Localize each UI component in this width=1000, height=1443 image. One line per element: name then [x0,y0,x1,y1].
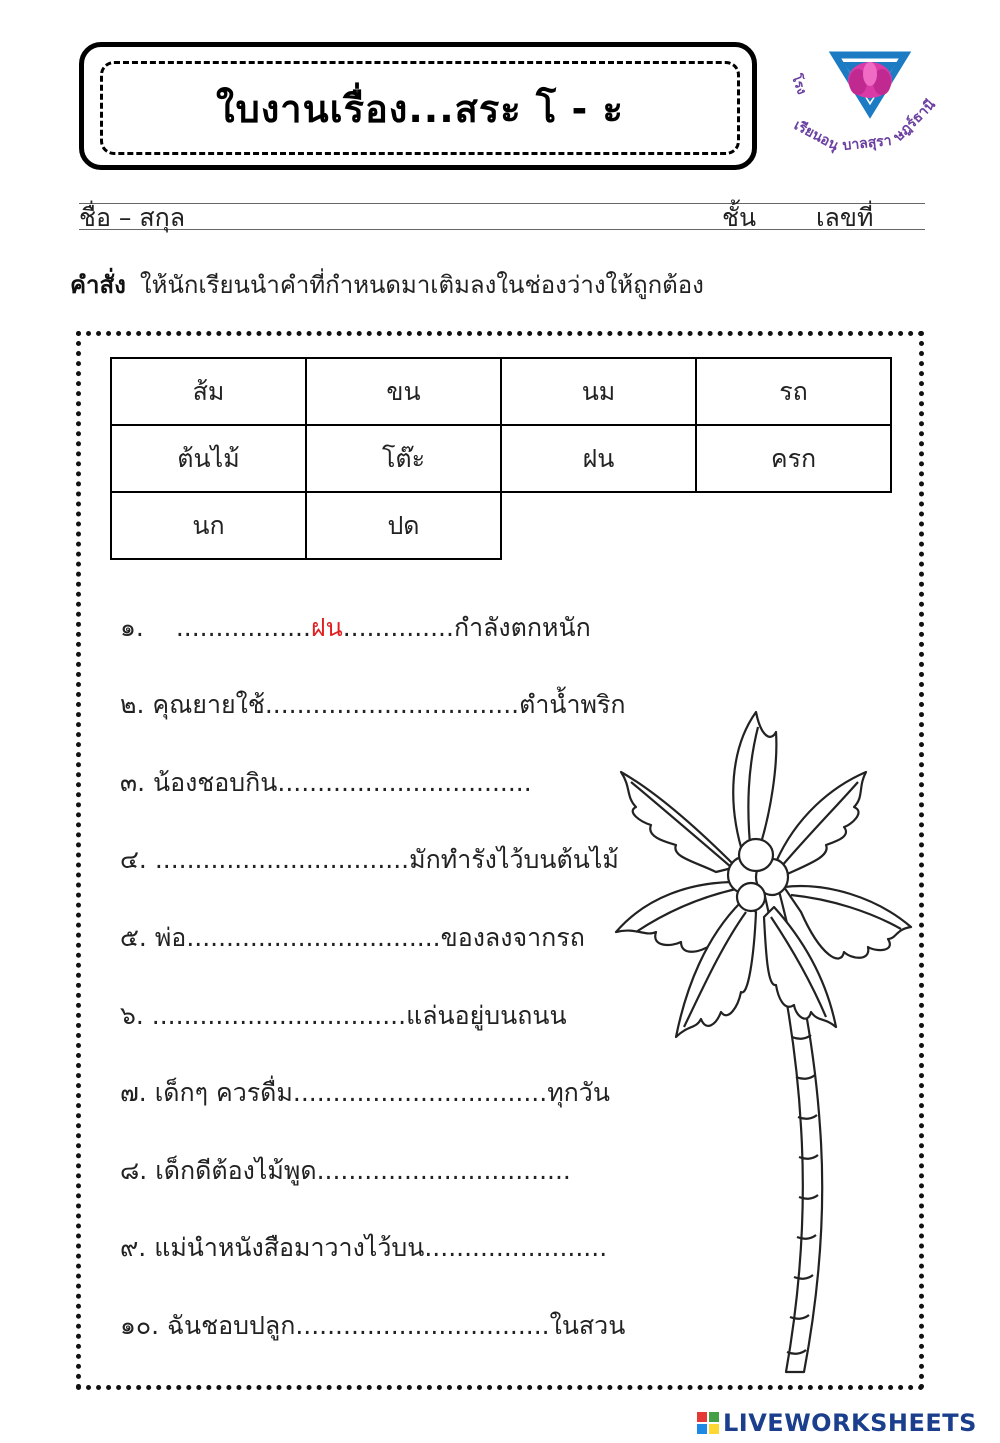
svg-text:บาลสุรา: บาลสุรา [841,132,893,154]
sentence-9 [120,1228,607,1268]
sentence-number: ๒. [120,690,145,719]
instruction [70,265,704,304]
sentence-6 [120,996,567,1036]
word-cell[interactable]: นก [111,492,306,559]
instruction-text: ให้นักเรียนนำคำที่กำหนดมาเติมลงในช่องว่างให้ถูกต้อง [139,271,704,299]
sentence-text[interactable]: ................................แล่นอยู่บนถนน [151,1001,567,1030]
school-logo [783,50,943,160]
sentence-number: ๕. [120,923,147,952]
empty-cell [696,492,891,559]
sentence-5 [120,918,585,958]
svg-text:โรง: โรง [787,72,809,97]
word-bank-table [110,357,892,560]
sentence-2 [120,685,626,725]
sentence-3 [120,763,532,803]
sentence-text[interactable]: พ่อ................................ของลงจากรถ [154,923,585,952]
sentence-number: ๖. [120,1001,144,1030]
header-line-bottom [79,229,925,230]
word-cell[interactable]: รถ [696,358,891,425]
class-label: ชั้น [722,203,757,232]
number-label: เลขที่ [816,203,874,232]
svg-text:ษฎร์ธานี: ษฎร์ธานี [890,96,939,145]
sentence-text[interactable]: แม่นำหนังสือมาวางไว้บน....................... [154,1233,608,1262]
title-box [79,42,757,170]
sentence-10 [120,1306,625,1346]
sentence-number: ๘. [120,1156,148,1185]
word-cell[interactable]: ฝน [501,425,696,492]
empty-cell [501,492,696,559]
word-bank-row [111,492,891,559]
name-row [79,196,925,234]
sentence-text[interactable]: ฉันชอบปลูก................................ในสวน [167,1311,626,1340]
sentence-text[interactable]: ................................มักทำรังไว้บนต้นไม้ [154,845,619,874]
sentence-text[interactable]: เด็กๆ ควรดื่ม................................ทุกวัน [154,1078,610,1107]
sentence-text[interactable]: เด็กดีต้องไม้พูด................................ [155,1156,571,1185]
sentence-text[interactable]: คุณยายใช้................................ตำน้ำพริก [152,690,626,719]
instruction-label: คำสั่ง [70,271,126,299]
sentence-8 [120,1151,571,1191]
word-cell[interactable]: ครก [696,425,891,492]
svg-text:เรียนอนุ: เรียนอนุ [791,117,842,155]
word-cell[interactable]: ขน [306,358,501,425]
sentence-text-after: ..............กำลังตกหนัก [342,613,591,642]
sentence-number: ๔. [120,845,147,874]
word-cell[interactable]: ส้ม [111,358,306,425]
title-inner-box [100,61,740,155]
watermark-text: LIVEWORKSHEETS [723,1409,977,1437]
worksheet-title: ใบงานเรื่อง...สระ โ - ะ [216,86,624,131]
sentence-number: ๑. [120,613,144,642]
word-bank-row [111,425,891,492]
word-bank-row [111,358,891,425]
sentence-number: ๗. [120,1078,147,1107]
word-cell[interactable]: โต๊ะ [306,425,501,492]
sentence-7 [120,1073,610,1113]
sentence-text-before: ................. [175,613,311,642]
word-cell[interactable]: นม [501,358,696,425]
answer-drop-zone[interactable]: ฝน [310,613,343,642]
word-cell[interactable]: ปด [306,492,501,559]
palm-tree-illustration [596,707,916,1377]
watermark [697,1409,977,1437]
sentence-text[interactable]: น้องชอบกิน................................ [153,768,532,797]
sentence-4 [120,840,619,880]
word-cell[interactable]: ต้นไม้ [111,425,306,492]
sentence-number: ๓. [120,768,146,797]
name-label: ชื่อ – สกุล [79,203,186,232]
header-line-top [79,203,925,204]
sentence-1 [120,608,591,648]
liveworksheets-icon [697,1412,719,1434]
sentence-number: ๙. [120,1233,147,1262]
sentence-number: ๑๐. [120,1311,160,1340]
